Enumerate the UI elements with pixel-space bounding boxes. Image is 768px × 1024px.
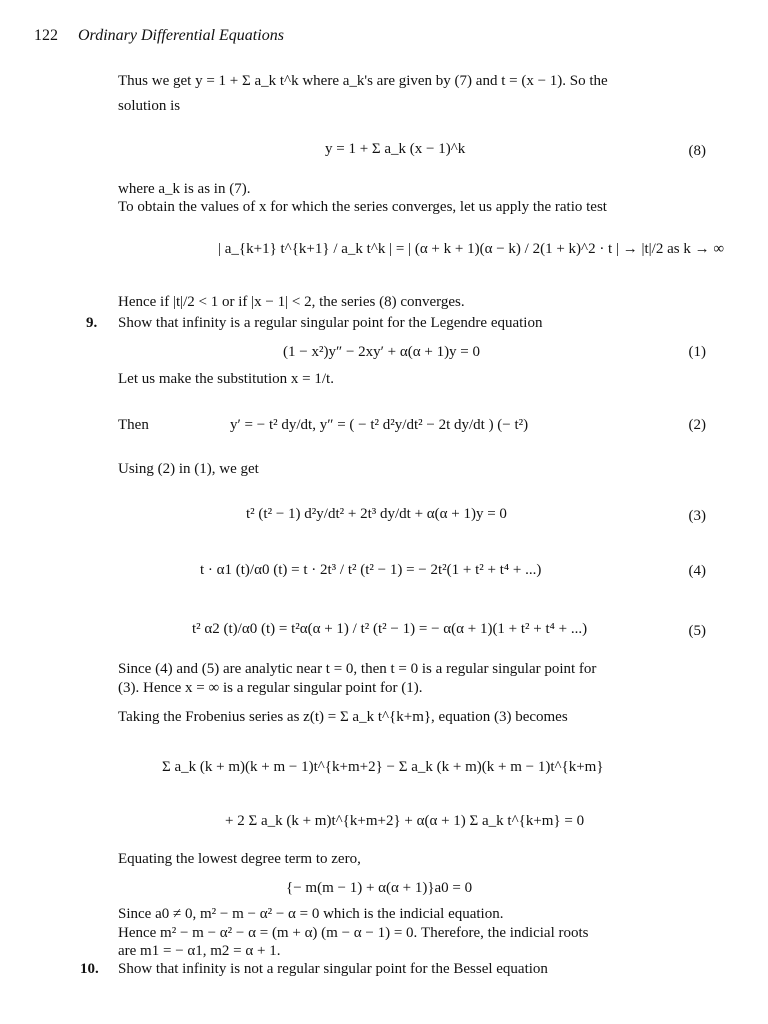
problem-number-10: 10. xyxy=(80,961,99,977)
text-line-19: Taking the Frobenius series as z(t) = Σ a_k t^{k+m}, equation (3) becomes xyxy=(118,709,568,725)
text-line-26: are m1 = − α1, m2 = α + 1. xyxy=(118,943,281,959)
text-line-24: Since a0 ≠ 0, m² − m − α² − α = 0 which is the indicial equation. xyxy=(118,906,504,922)
eq-number-2: (2) xyxy=(688,417,706,433)
series-equation-line-1: Σ a_k (k + m)(k + m − 1)t^{k+m+2} − Σ a_k (k + m)(k + m − 1)t^{k+m} xyxy=(162,759,604,775)
text-line-5: To obtain the values of x for which the series converges, let us apply the ratio test xyxy=(118,199,607,215)
text-line-4: where a_k is as in (7). xyxy=(118,181,251,197)
page-number: 122 xyxy=(34,27,58,44)
problem-9-statement: Show that infinity is a regular singular point for the Legendre equation xyxy=(118,315,543,331)
running-title: Ordinary Differential Equations xyxy=(78,27,284,44)
text-line-22: Equating the lowest degree term to zero, xyxy=(118,851,361,867)
text-then: Then xyxy=(118,417,149,433)
problem-10-statement: Show that infinity is not a regular singular point for the Bessel equation xyxy=(118,961,548,977)
running-header xyxy=(34,26,284,46)
text-line-7: Hence if |t|/2 < 1 or if |x − 1| < 2, the series (8) converges. xyxy=(118,294,465,310)
text-line-25: Hence m² − m − α² − α = (m + α) (m − α − 1) = 0. Therefore, the indicial roots xyxy=(118,925,589,941)
equation-5: t² α2 (t)/α0 (t) = t²α(α + 1) / t² (t² − 1) = − α(α + 1)(1 + t² + t⁴ + ...) xyxy=(192,621,588,637)
eq-number-4: (4) xyxy=(688,563,706,579)
text-line-17: Since (4) and (5) are analytic near t = 0, then t = 0 is a regular singular point for xyxy=(118,661,597,677)
eq-number-3: (3) xyxy=(688,508,706,524)
legendre-equation: (1 − x²)y″ − 2xy′ + α(α + 1)y = 0 xyxy=(283,344,481,360)
text-line-10: Let us make the substitution x = 1/t. xyxy=(118,371,334,387)
text-line-18: (3). Hence x = ∞ is a regular singular point for (1). xyxy=(118,680,423,696)
series-equation-line-2: + 2 Σ a_k (k + m)t^{k+m+2} + α(α + 1) Σ a_k t^{k+m} = 0 xyxy=(225,813,585,829)
text-line-13: Using (2) in (1), we get xyxy=(118,461,259,477)
equation-4: t · α1 (t)/α0 (t) = t · 2t³ / t² (t² − 1) = − 2t²(1 + t² + t⁴ + ...) xyxy=(200,562,542,578)
eq-number-8: (8) xyxy=(688,143,706,159)
equation-3: t² (t² − 1) d²y/dt² + 2t³ dy/dt + α(α + 1)y = 0 xyxy=(246,506,507,522)
problem-number-9: 9. xyxy=(86,315,98,331)
lowest-degree-equation: {− m(m − 1) + α(α + 1)}a0 = 0 xyxy=(286,880,473,896)
equation-8: y = 1 + Σ a_k (x − 1)^k xyxy=(325,141,466,157)
text-line-2: solution is xyxy=(118,98,181,114)
ratio-test-equation: | a_{k+1} t^{k+1} / a_k t^k | = | (α + k + 1)(α − k) / 2(1 + k)^2 · t | → |t|/2 as k → ∞ xyxy=(218,241,725,257)
eq-number-5: (5) xyxy=(688,623,706,639)
equation-2: y′ = − t² dy/dt, y″ = ( − t² d²y/dt² − 2t dy/dt ) (− t²) xyxy=(230,417,529,433)
text-line-1: Thus we get y = 1 + Σ a_k t^k where a_k's are given by (7) and t = (x − 1). So the xyxy=(118,73,608,89)
eq-number-1: (1) xyxy=(688,344,706,360)
